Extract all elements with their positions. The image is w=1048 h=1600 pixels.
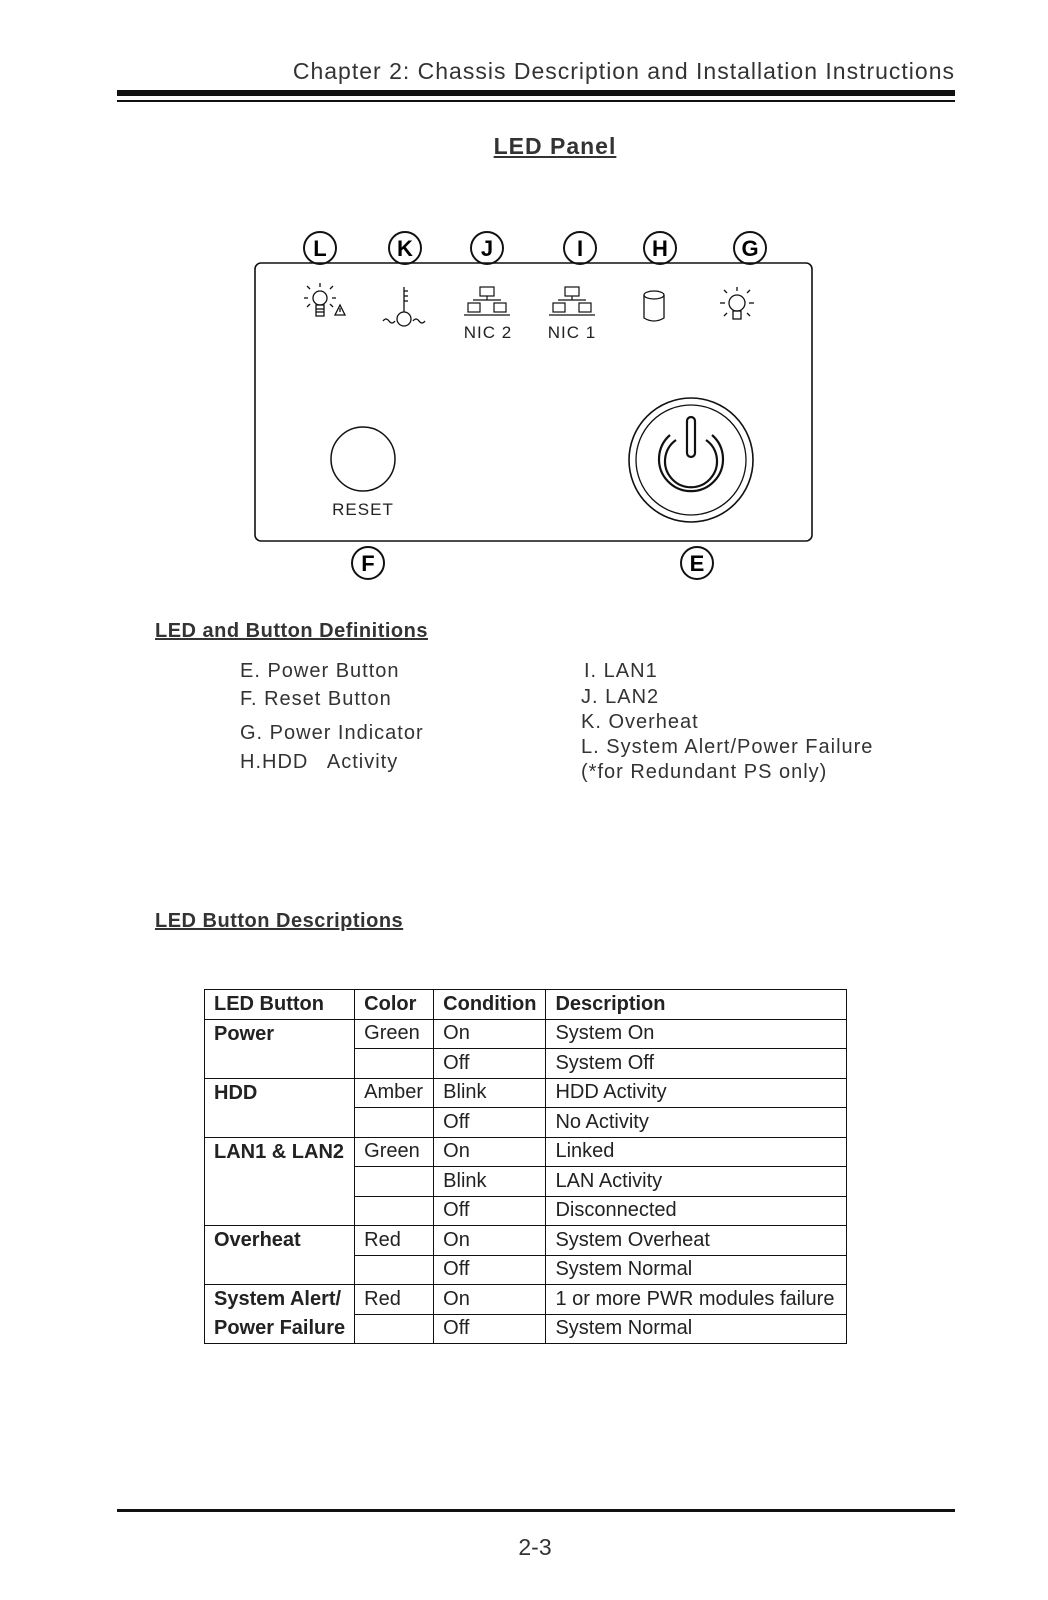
cell-led-button: Power — [205, 1019, 355, 1049]
led-button-descriptions-table — [204, 989, 847, 1344]
cell-condition: On — [434, 1137, 546, 1167]
nic1-label: NIC 1 — [547, 323, 597, 342]
svg-text:K: K — [397, 236, 413, 261]
cell-color: Red — [355, 1226, 434, 1256]
definitions-heading: LED and Button Definitions — [155, 620, 428, 642]
definition-item: F. Reset Button — [240, 688, 392, 710]
table-row — [205, 1167, 847, 1197]
cell-led-button — [205, 1196, 355, 1226]
cell-description: LAN Activity — [546, 1167, 847, 1197]
page-number: 2-3 — [518, 1534, 552, 1560]
svg-text:E: E — [689, 551, 705, 576]
system-alert-icon — [304, 283, 345, 316]
callout-E — [681, 547, 713, 579]
cell-led-button — [205, 1255, 355, 1285]
cell-condition: Blink — [434, 1078, 546, 1108]
cell-condition: Blink — [434, 1167, 546, 1197]
cell-color — [355, 1255, 434, 1285]
cell-led-button: System Alert/ — [205, 1285, 355, 1315]
table-row — [205, 1255, 847, 1285]
header-rule-thin — [117, 100, 955, 102]
cell-description: Linked — [546, 1137, 847, 1167]
cell-description: System On — [546, 1019, 847, 1049]
led-panel-diagram — [240, 225, 840, 600]
cell-color: Green — [355, 1019, 434, 1049]
callout-J — [471, 232, 503, 264]
definition-item: H.HDD Activity — [240, 751, 399, 773]
cell-condition: Off — [434, 1314, 546, 1344]
definition-item: G. Power Indicator — [240, 722, 424, 744]
table-row — [205, 1314, 847, 1344]
table-row — [205, 1049, 847, 1079]
cell-description: 1 or more PWR modules failure — [546, 1285, 847, 1315]
callout-F — [352, 547, 384, 579]
callout-L — [304, 232, 336, 264]
column-header: Description — [546, 990, 847, 1020]
cell-color — [355, 1167, 434, 1197]
column-header: Condition — [434, 990, 546, 1020]
cell-condition: Off — [434, 1196, 546, 1226]
reset-button[interactable] — [331, 427, 395, 491]
descriptions-heading: LED Button Descriptions — [155, 910, 404, 932]
cell-color: Red — [355, 1285, 434, 1315]
panel-title: LED Panel — [493, 133, 617, 159]
column-header: LED Button — [205, 990, 355, 1020]
svg-text:F: F — [361, 551, 375, 576]
overheat-icon — [383, 287, 425, 326]
definition-item: L. System Alert/Power Failure — [581, 736, 874, 758]
svg-text:L: L — [313, 236, 327, 261]
cell-led-button: HDD — [205, 1078, 355, 1108]
cell-color — [355, 1049, 434, 1079]
chapter-header: Chapter 2: Chassis Description and Installation Instructions — [292, 58, 955, 84]
callout-K — [389, 232, 421, 264]
definition-item: I. LAN1 — [584, 660, 658, 682]
hdd-icon — [644, 291, 664, 321]
callout-H — [644, 232, 676, 264]
svg-text:J: J — [480, 236, 494, 261]
reset-label: RESET — [332, 500, 394, 519]
nic2-label: NIC 2 — [463, 323, 513, 342]
cell-color: Amber — [355, 1078, 434, 1108]
nic1-icon — [549, 287, 595, 315]
table-row — [205, 1019, 847, 1049]
cell-description: System Off — [546, 1049, 847, 1079]
cell-description: System Overheat — [546, 1226, 847, 1256]
cell-led-button: Power Failure — [205, 1314, 355, 1344]
cell-color — [355, 1314, 434, 1344]
cell-condition: On — [434, 1285, 546, 1315]
cell-led-button: LAN1 & LAN2 — [205, 1137, 355, 1167]
header-rule-thick — [117, 90, 955, 96]
cell-description: System Normal — [546, 1314, 847, 1344]
callout-G — [734, 232, 766, 264]
cell-color: Green — [355, 1137, 434, 1167]
cell-condition: On — [434, 1019, 546, 1049]
table-row — [205, 1196, 847, 1226]
definition-item: E. Power Button — [240, 660, 400, 682]
table-row — [205, 1137, 847, 1167]
definition-item: K. Overheat — [581, 711, 699, 733]
cell-led-button — [205, 1108, 355, 1138]
svg-text:H: H — [652, 236, 668, 261]
power-indicator-icon — [720, 287, 754, 319]
callout-I — [564, 232, 596, 264]
cell-color — [355, 1196, 434, 1226]
cell-color — [355, 1108, 434, 1138]
cell-condition: Off — [434, 1255, 546, 1285]
table-row — [205, 1108, 847, 1138]
definition-item: J. LAN2 — [581, 686, 660, 708]
svg-text:I: I — [576, 236, 584, 261]
definition-item: (*for Redundant PS only) — [581, 761, 828, 783]
table-header-row — [205, 990, 847, 1020]
cell-description: Disconnected — [546, 1196, 847, 1226]
cell-led-button — [205, 1049, 355, 1079]
nic2-icon — [464, 287, 510, 315]
cell-description: System Normal — [546, 1255, 847, 1285]
svg-text:G: G — [741, 236, 759, 261]
cell-led-button — [205, 1167, 355, 1197]
table-row — [205, 1078, 847, 1108]
table-row — [205, 1285, 847, 1315]
footer-rule — [117, 1509, 955, 1512]
power-button[interactable] — [629, 398, 753, 522]
cell-description: No Activity — [546, 1108, 847, 1138]
cell-condition: On — [434, 1226, 546, 1256]
cell-condition: Off — [434, 1049, 546, 1079]
cell-led-button: Overheat — [205, 1226, 355, 1256]
cell-description: HDD Activity — [546, 1078, 847, 1108]
table-row — [205, 1226, 847, 1256]
cell-condition: Off — [434, 1108, 546, 1138]
column-header: Color — [355, 990, 434, 1020]
